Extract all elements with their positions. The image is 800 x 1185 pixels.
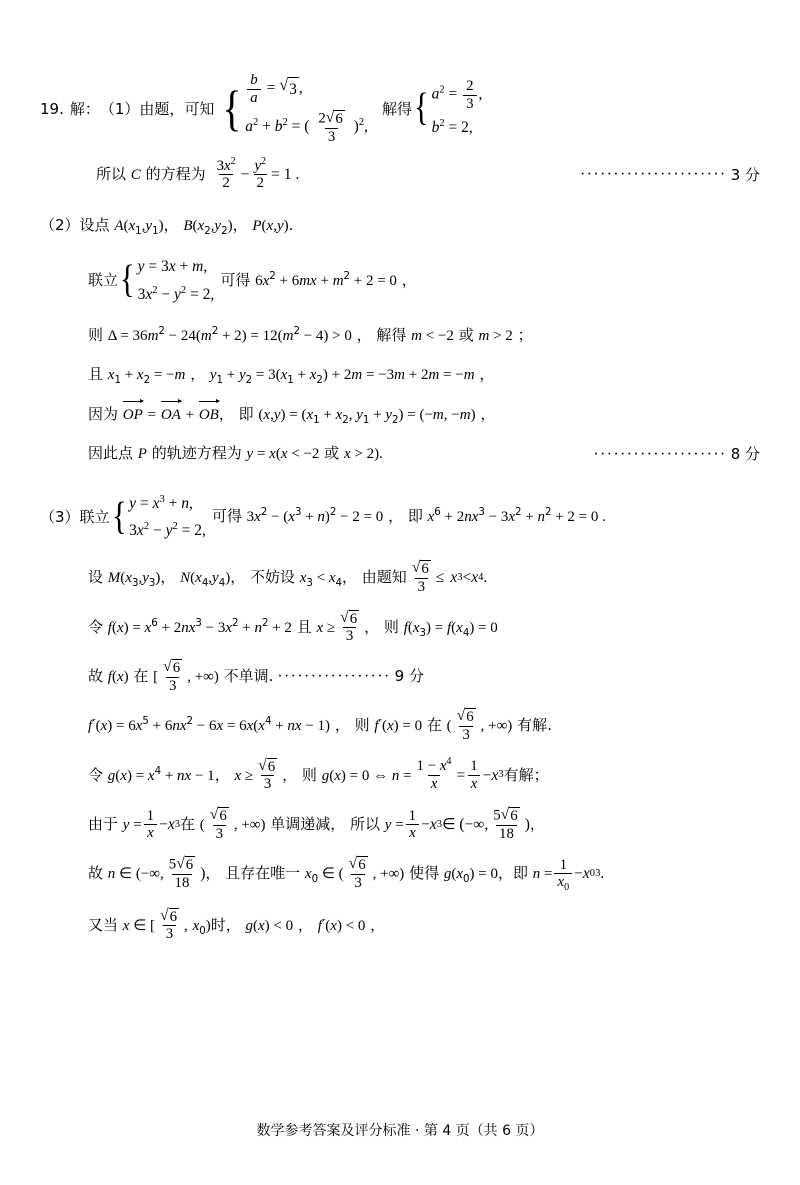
part3-set: 设 $M(x_3,y_3)$， $N(x_4,y_4)$， 不妨设 $x_3 < x_4$， 由题知 — [88, 568, 407, 590]
part3-score-9: 9 分 — [394, 667, 424, 686]
page-footer: 数学参考答案及评分标准 · 第 4 页（共 6 页） — [256, 1123, 544, 1139]
leader-dots-1: ······················ — [580, 166, 727, 184]
part2-sum-line — [40, 363, 760, 387]
problem-number: 19. — [40, 99, 64, 118]
part2-lianli-line — [40, 253, 760, 308]
part1-marker: （1） — [99, 99, 140, 118]
leader-dots-2: ···················· — [593, 445, 727, 463]
part2-vector: 因为 OP = OA + OB， 即 $(x,y) = (x_1 + x_2$, $y_1 + y_2) = (-m$, −m) ， — [88, 403, 495, 427]
leader-dots-3: ················· — [277, 668, 391, 686]
part3-lianli-line — [40, 490, 760, 545]
part3-fprime: $f'(x) = 6x^5 + 6nx^2 - 6x = 6x(x^4$ + nx − 1) ， 则 f′(x) = 0 在 ( — [88, 716, 452, 735]
left-brace-icon: { — [222, 80, 242, 136]
part1-system-right: { $a^2$ = $\frac{2}{3}$ , $b^2 = 2$, — [413, 78, 483, 137]
part2-marker: （2） — [40, 216, 80, 235]
part3-block — [40, 490, 760, 943]
part2-locus: 因此点 P 的轨迹方程为 y = x(x < −2 或 x > 2). — [88, 444, 383, 463]
part2-lianli-label: 联立 — [88, 271, 119, 290]
part1-first-line — [40, 70, 760, 148]
part2-score: 8 分 — [730, 444, 760, 463]
part3-since-line: 由于 y = $\frac{1}{x}$ − x 3 在 ( √ 6 3 , +∞) 单调递减， 所以 y = $\frac{1}{x}$ − x 3 ∈ (−∞, 5 √ 6 18 ) ， — [88, 806, 545, 842]
part3-g-line: 令 $g(x) = x^4$ + nx − 1， x ≥ √ 6 3 ， 则 g(x) = 0 ⇔ n = $\frac{1 - x^4}{x}$ = $\frac{1}{x}$ − x 3 有解； — [88, 756, 549, 793]
solution-body — [40, 70, 760, 959]
part3-marker: （3） — [40, 507, 80, 526]
part3-let-f: 令 $f(x) = x^6 + 2nx^3 - 3x^2 + n^2 + 2$ 且 x ≥ — [88, 617, 336, 636]
part3-system: { $y = x^3 + n$, $3x^2 - y^2 = 2$, — [111, 493, 206, 540]
solution-label: 解： — [69, 99, 100, 118]
part3-mono-line: 故 f(x) 在 [ √ 6 3 , +∞) 不单调. ················· 9 分 — [88, 658, 424, 694]
part2-delta: 则 $\Delta = 36m^2 - 24(m^2 + 2) = 12(m^2 - 4) > 0$ ， 解得 m < −2 或 m > 2 ； — [88, 325, 533, 344]
part3-set-line: 设 $M(x_3,y_3)$， $N(x_4,y_4)$， 不妨设 $x_3 < x_4$， 由题知 √ 6 3 ≤ x 3 < x 4 . — [88, 559, 488, 596]
left-brace-icon-2: { — [413, 86, 429, 130]
part1-system-left: { $\frac{b}{a}$ = √ 3 , $a^2 + b^2$ = ( 2 √ 6 3 )$^2$, — [222, 72, 368, 145]
part1-conclusion-line: 所以 C 的方程为 $\frac{3x^2}{2}$ − $\frac{y^2}{2}$ = 1 . ······················ 3 分 — [96, 155, 760, 192]
part1-conclusion-prefix: 所以 C 的方程为 — [96, 165, 206, 184]
part3-g: 令 $g(x) = x^4$ + nx − 1， x ≥ — [88, 765, 254, 784]
part3-let-f-line: 令 $f(x) = x^6 + 2nx^3 - 3x^2 + n^2 + 2$ 且 x ≥ √ 6 3 ， 则 $f(x_3) = f(x_4) = 0$ — [88, 608, 498, 645]
part2-points-line — [40, 214, 760, 238]
part2-points: 设点 $A(x_1,y_1)$， $B(x_2,y_2)$， P(x,y). — [79, 215, 294, 237]
left-brace-icon-4: { — [111, 494, 127, 538]
part1-score: 3 分 — [730, 165, 760, 184]
left-brace-icon-3: { — [119, 258, 135, 302]
part3-therefore-line: 故 n ∈ (−∞, 5 √ 6 18 ) ， 且存在唯一 $x_0$ ∈ ( √ 6 3 , +∞) 使得 $g(x_0) = 0$，即 n = $\frac{1}{x_0}$ − x 0 3 . — [88, 855, 605, 894]
part3-when: 又当 x ∈ [ — [88, 915, 156, 934]
part3-since: 由于 y = — [88, 814, 142, 833]
part3-lianli-label: 联立 — [79, 507, 110, 526]
part2-sum: 且 $x_1 + x_2 = -m$ ， $y_1 + y_2 = 3(x_1 + x_2) + 2m = -3m + 2m = -m$ ， — [88, 365, 495, 387]
part2-block — [40, 214, 760, 466]
part2-delta-line — [40, 324, 760, 348]
part1-connector: 解得 — [381, 99, 412, 118]
part3-system-result: 可得 $3x^2 - (x^3 + n)^2 - 2 = 0$ ， 即 $x^6 + 2nx^3 - 3x^2 + n^2 + 2 = 0$ . — [211, 507, 606, 526]
part3-therefore: 故 n ∈ (−∞, — [88, 864, 164, 883]
part2-system: { y = 3x + m, $3x^2 - y^2 = 2$, — [119, 258, 215, 303]
part1-block — [40, 70, 760, 192]
part2-locus-line — [40, 442, 760, 466]
part1-lead: 由题，可知 — [139, 99, 215, 118]
part2-vector-line — [40, 403, 760, 427]
part3-when-line: 又当 x ∈ [ √ 6 3 , $x_0$)时， g(x) < 0 ， f′(x) < 0 ， — [88, 906, 386, 943]
part3-mono: 故 f(x) 在 [ — [88, 666, 159, 685]
part3-fprime-line: $f'(x) = 6x^5 + 6nx^2 - 6x = 6x(x^4$ + nx − 1) ， 则 f′(x) = 0 在 ( √ 6 3 , +∞) 有解. — [88, 707, 552, 744]
part2-system-result: 可得 $6x^2 + 6mx + m^2 + 2 = 0$ ， — [220, 270, 417, 289]
